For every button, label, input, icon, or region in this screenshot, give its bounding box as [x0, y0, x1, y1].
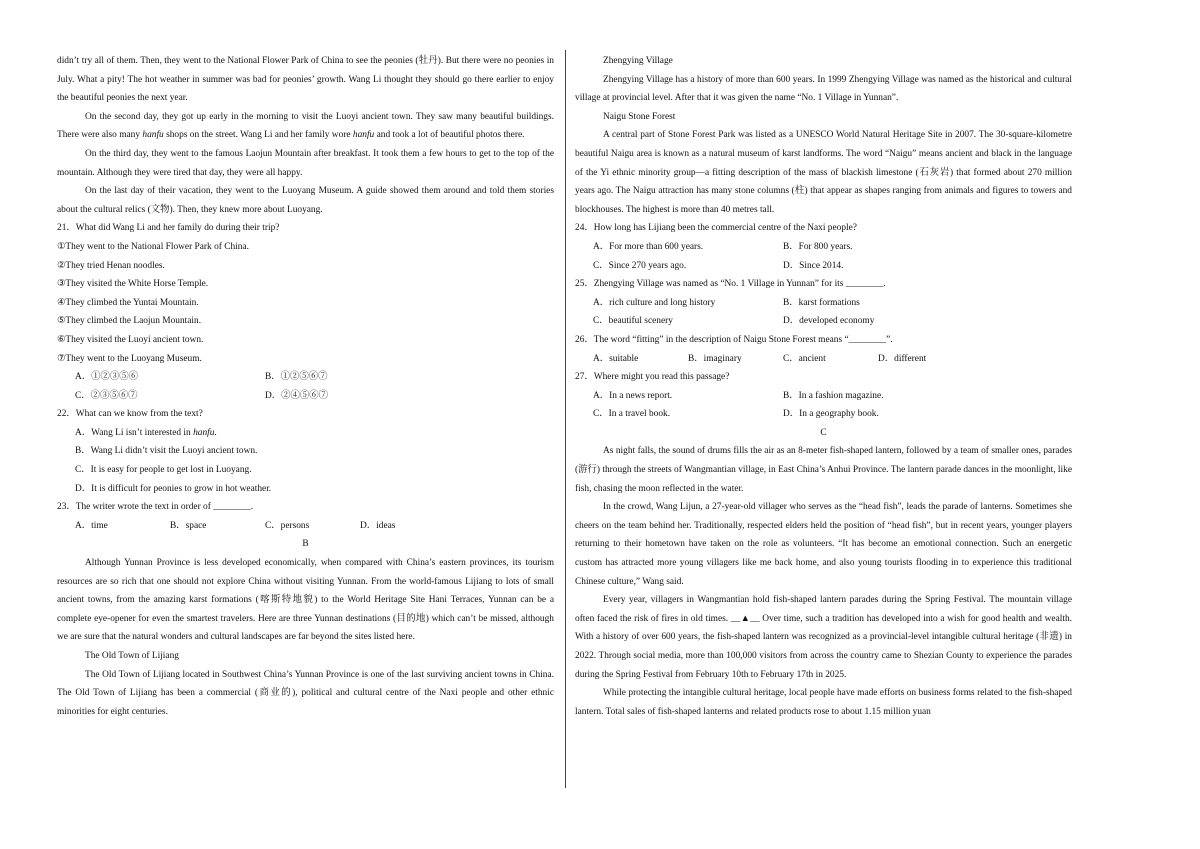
question-27-stem: 27．Where might you read this passage? [575, 372, 730, 383]
q27-option-a: A．In a news report. [593, 390, 673, 401]
q21-item: ⑦They went to the Luoyang Museum. [57, 353, 202, 364]
q24-option-a: A．For more than 600 years. [593, 241, 704, 252]
q24-options-row-2 [575, 257, 1072, 276]
question-23-stem: 23．The writer wrote the text in order of ________. [57, 502, 254, 513]
section-b-heading: B [302, 539, 309, 550]
q24-option-c: C．Since 270 years ago. [593, 260, 687, 271]
q23-option-b: B．space [170, 520, 207, 531]
q21-option-b: B．①②⑤⑥⑦ [265, 372, 328, 383]
q26-option-c: C．ancient [783, 353, 826, 364]
q21-item: ⑤They climbed the Laojun Mountain. [57, 316, 202, 327]
passage-c-paragraph-3: Every year, villagers in Wangmantian hold fish-shaped lantern parades during the Spring Festival. The mountain village often faced the risk of fires in old times. __▲__ Over time, such a tradition has developed into a wish for good health and wealth. With a history of over 600 years, the fish-shaped lantern was recognized as a provincial-level intangible cultural heritage (非遗) in 2022. Through social media, more than 100,000 visitors from across the country came to Shezian County to experience the parades during the Spring Festival from February 10th to February 17th in 2025. [575, 595, 1072, 680]
passage-a-paragraph-3: On the third day, they went to the famous Laojun Mountain after breakfast. It took them a few hours to get to the top of the mountain. Although they were tired that day, they were all happy. [57, 148, 554, 178]
q25-options-row-2 [575, 312, 1072, 331]
q24-options-row-1 [575, 238, 1072, 257]
q24-option-d: D．Since 2014. [783, 260, 844, 271]
q27-options-row-1 [575, 387, 1072, 406]
q21-item: ③They visited the White Horse Temple. [57, 279, 209, 290]
passage-b-paragraph-zhengying: Zhengying Village has a history of more than 600 years. In 1999 Zhengying Village was named as the historical and cultural village at provincial level. After that it was given the name “No. 1 Village in Yunnan”. [575, 74, 1072, 104]
q25-options-row-1 [575, 294, 1072, 313]
q27-option-b: B．In a fashion magazine. [783, 390, 884, 401]
q25-option-b: B．karst formations [783, 297, 860, 308]
q26-option-b: B．imaginary [688, 353, 742, 364]
q26-option-a: A．suitable [593, 353, 639, 364]
question-25-stem: 25．Zhengying Village was named as “No. 1 Village in Yunnan” for its ________. [575, 279, 886, 290]
q27-options-row-2 [575, 405, 1072, 424]
passage-c-paragraph-2: In the crowd, Wang Lijun, a 27-year-old villager who serves as the “head fish”, leads the parade of lanterns. Sometimes she cheers on the team behind her. Traditionally, respected elders held the position of “head fish”, but in recent years, younger players returning to their hometown have taken on the role as volunteers. “It has become an emotional connection. Such an energetic custom has attracted more young villagers like me back home, and also young tourists flooding in to experience this traditional Chinese culture,” Wang said. [575, 502, 1072, 587]
question-24-stem: 24．How long has Lijiang been the commercial centre of the Naxi people? [575, 223, 857, 234]
q22-option-a: A．Wang Li isn’t interested in hanfu. [75, 427, 217, 438]
q21-options-row-2 [57, 387, 554, 406]
q26-options [575, 350, 1072, 369]
right-column [575, 52, 1072, 721]
q21-item: ⑥They visited the Luoyi ancient town. [57, 334, 204, 345]
passage-b-subheading-naigu: Naigu Stone Forest [603, 111, 676, 122]
question-21-stem: 21．What did Wang Li and her family do during their trip? [57, 223, 280, 234]
q21-item: ①They went to the National Flower Park of China. [57, 241, 249, 252]
q25-option-d: D．developed economy [783, 316, 875, 327]
q22-option-c: C．It is easy for people to get lost in Luoyang. [75, 465, 252, 476]
q21-item: ④They climbed the Yuntai Mountain. [57, 297, 199, 308]
q27-option-d: D．In a geography book. [783, 409, 879, 420]
passage-b-paragraph-2: The Old Town of Lijiang located in Southwest China’s Yunnan Province is one of the last surviving ancient towns in China. The Old Town of Lijiang has been a commercial (商业的), political and cultural centre of the Naxi people and other ethnic minorities for eight centuries. [57, 669, 554, 717]
passage-c-paragraph-4: While protecting the intangible cultural heritage, local people have made efforts on business forms related to the fish-shaped lantern. Total sales of fish-shaped lanterns and related products rose to about 1.15 million yuan [575, 688, 1072, 717]
question-26-stem: 26．The word “fitting” in the description of Naigu Stone Forest means “________”. [575, 334, 893, 345]
q21-option-c: C．②③⑤⑥⑦ [75, 390, 138, 401]
q22-option-d: D．It is difficult for peonies to grow in hot weather. [75, 483, 272, 494]
column-divider [565, 50, 566, 788]
passage-a-paragraph-2: On the second day, they got up early in the morning to visit the Luoyi ancient town. They saw many beautiful buildings. There were also many hanfu shops on the street. Wang Li and her family wore hanfu and took a lot of beautiful photos there. [57, 111, 554, 141]
q23-option-c: C．persons [265, 520, 310, 531]
q25-option-c: C．beautiful scenery [593, 316, 673, 327]
q22-option-b: B．Wang Li didn’t visit the Luoyi ancient town. [75, 446, 258, 457]
q21-option-a: A．①②③⑤⑥ [75, 372, 139, 383]
passage-a-paragraph-1: didn’t try all of them. Then, they went to the National Flower Park of China to see the peonies (牡丹). But there were no peonies in July. What a pity! The hot weather in summer was bad for peonies’ growth. Wang Li thought they should go there earlier to enjoy the beautiful peonies the next year. [57, 56, 554, 104]
passage-c-paragraph-1: As night falls, the sound of drums fills the air as an 8-meter fish-shaped lantern, followed by a team of smaller ones, parades (游行) through the streets of Wangmantian village, in East China’s Anhui Province. The lantern parade dances in the moonlight, like fish, chasing the moon reflected in the water. [575, 446, 1072, 494]
section-c-heading: C [820, 427, 827, 438]
q23-option-d: D．ideas [360, 520, 396, 531]
passage-b-subheading-lijiang: The Old Town of Lijiang [85, 651, 179, 661]
passage-a-paragraph-4: On the last day of their vacation, they went to the Luoyang Museum. A guide showed them around and told them stories about the cultural relics (文物). Then, they knew more about Luoyang. [57, 186, 554, 215]
q27-option-c: C．In a travel book. [593, 409, 671, 420]
left-column [57, 52, 554, 721]
q23-options [57, 517, 554, 536]
q26-option-d: D．different [878, 353, 927, 364]
passage-b-paragraph-naigu: A central part of Stone Forest Park was listed as a UNESCO World Natural Heritage Site in 2007. The 30-square-kilometre beautiful Naigu area is known as a natural museum of karst landforms. The word “Naigu” means ancient and black in the language of the Yi ethnic minority group—a fitting description of the mass of blackish limestone (石灰岩) that formed about 270 million years ago. The Naigu attraction has many stone columns (柱) that appear as shapes ranging from animals and figures to towers and blockhouses. The highest is more than 40 metres tall. [575, 130, 1072, 215]
passage-b-subheading-zhengying: Zhengying Village [603, 56, 673, 66]
q21-options-row-1 [57, 368, 554, 387]
q21-item: ②They tried Henan noodles. [57, 260, 165, 271]
q21-option-d: D．②④⑤⑥⑦ [265, 390, 329, 401]
q23-option-a: A．time [75, 520, 108, 531]
q25-option-a: A．rich culture and long history [593, 297, 716, 308]
q24-option-b: B．For 800 years. [783, 241, 853, 252]
question-22-stem: 22．What can we know from the text? [57, 409, 203, 420]
passage-b-paragraph-1: Although Yunnan Province is less developed economically, when compared with China’s eastern provinces, its tourism resources are so rich that one should not explore China without visiting Yunnan. From the world-famous Lijiang to lots of small ancient towns, from the amazing karst formations (喀斯特地貌) to the World Heritage Site Hani Terraces, Yunnan can be a complete eye-opener for even the smartest travelers. Here are three Yunnan destinations (目的地) which can’t be missed, although we are sure that the natural wonders and cultural landscapes are far beyond the sites listed here. [57, 558, 554, 643]
